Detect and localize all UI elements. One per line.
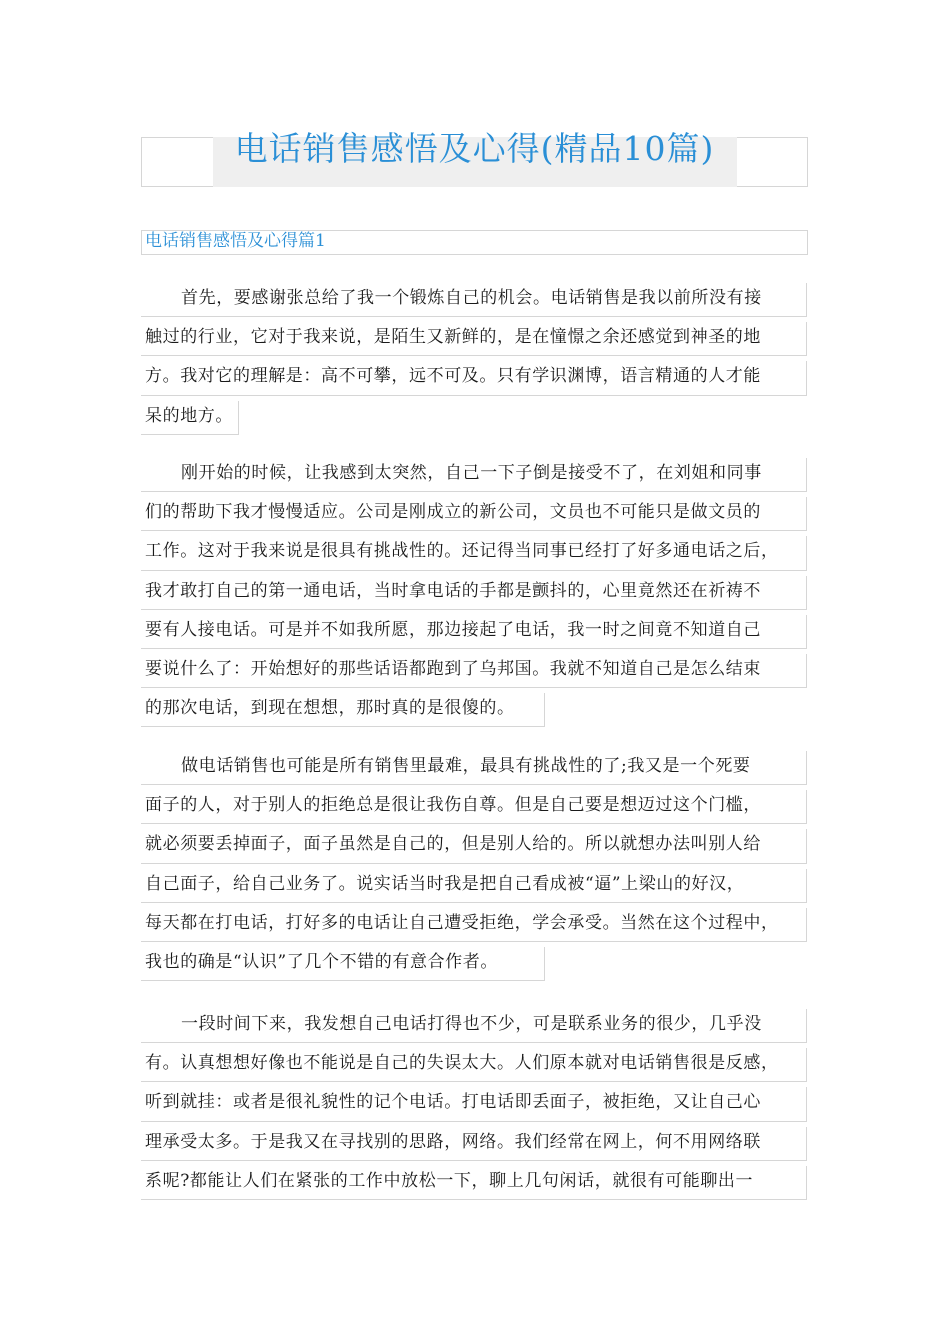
paragraph-3 — [145, 748, 807, 983]
paragraph-4 — [145, 1006, 807, 1202]
paragraph-line: 有。认真想想好像也不能说是自己的失误太大。人们原本就对电话销售很是反感， — [145, 1045, 807, 1084]
paragraph-line: 工作。这对于我来说是很具有挑战性的。还记得当同事已经打了好多通电话之后， — [145, 533, 807, 572]
paragraph-line: 要说什么了：开始想好的那些话语都跑到了乌邦国。我就不知道自己是怎么结束 — [145, 651, 807, 690]
paragraph-2 — [145, 455, 807, 729]
paragraph-line: 面子的人，对于别人的拒绝总是很让我伤自尊。但是自己要是想迈过这个门槛， — [145, 787, 807, 826]
paragraph-line: 呆的地方。 — [145, 398, 807, 437]
paragraph-1 — [145, 280, 807, 437]
paragraph-line: 自己面子，给自己业务了。说实话当时我是把自己看成被“逼”上梁山的好汉， — [145, 866, 807, 905]
paragraph-line: 就必须要丢掉面子，面子虽然是自己的，但是别人给的。所以就想办法叫别人给 — [145, 826, 807, 865]
paragraph-line: 每天都在打电话，打好多的电话让自己遭受拒绝，学会承受。当然在这个过程中， — [145, 905, 807, 944]
paragraph-line: 首先，要感谢张总给了我一个锻炼自己的机会。电话销售是我以前所没有接 — [145, 280, 807, 319]
paragraph-line: 方。我对它的理解是：高不可攀，远不可及。只有学识渊博，语言精通的人才能 — [145, 358, 807, 397]
paragraph-line: 做电话销售也可能是所有销售里最难，最具有挑战性的了;我又是一个死要 — [145, 748, 807, 787]
paragraph-line: 听到就挂：或者是很礼貌性的记个电话。打电话即丢面子，被拒绝，又让自己心 — [145, 1084, 807, 1123]
document-title: 电话销售感悟及心得(精品10篇) — [234, 129, 715, 168]
paragraph-line: 我也的确是“认识”了几个不错的有意合作者。 — [145, 944, 807, 983]
paragraph-line: 理承受太多。于是我又在寻找别的思路，网络。我们经常在网上，何不用网络联 — [145, 1124, 807, 1163]
paragraph-line: 我才敢打自己的第一通电话，当时拿电话的手都是颤抖的，心里竟然还在祈祷不 — [145, 573, 807, 612]
paragraph-line: 一段时间下来，我发想自己电话打得也不少，可是联系业务的很少，几乎没 — [145, 1006, 807, 1045]
paragraph-line: 的那次电话，到现在想想，那时真的是很傻的。 — [145, 690, 807, 729]
paragraph-line: 触过的行业，它对于我来说，是陌生又新鲜的，是在憧憬之余还感觉到神圣的地 — [145, 319, 807, 358]
paragraph-line: 系呢?都能让人们在紧张的工作中放松一下，聊上几句闲话，就很有可能聊出一 — [145, 1163, 807, 1202]
section-heading: 电话销售感悟及心得篇1 — [145, 231, 326, 251]
paragraph-line: 要有人接电话。可是并不如我所愿，那边接起了电话，我一时之间竟不知道自己 — [145, 612, 807, 651]
paragraph-line: 们的帮助下我才慢慢适应。公司是刚成立的新公司，文员也不可能只是做文员的 — [145, 494, 807, 533]
paragraph-line: 刚开始的时候，让我感到太突然，自己一下子倒是接受不了，在刘姐和同事 — [145, 455, 807, 494]
